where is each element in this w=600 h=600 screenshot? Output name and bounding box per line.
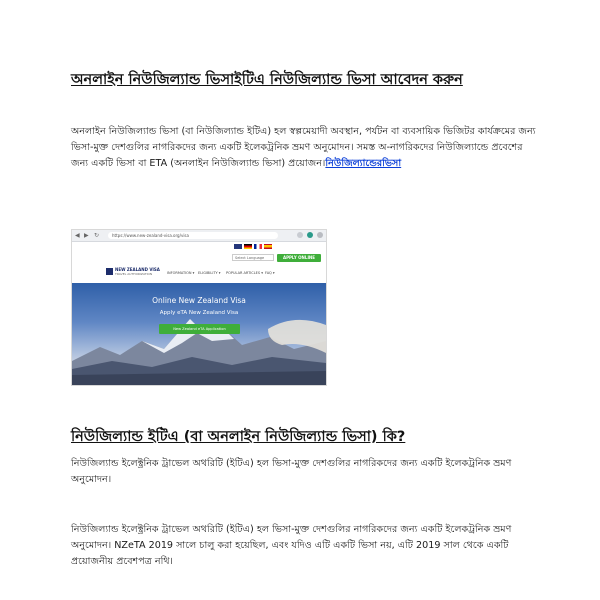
nz-visa-link[interactable]: নিউজিল্যান্ডেরভিসা xyxy=(325,158,402,169)
spain-flag-icon xyxy=(264,244,272,249)
definition-paragraph: নিউজিল্যান্ড ইলেক্ট্রনিক ট্রাভেল অথরিটি (ইটিএ) হল ভিসা-মুক্ত দেশগুলির নাগরিকদের জন্য একটি ইলেকট্রনিক ভ্রমণ অনুমোদন। xyxy=(71,458,512,485)
intro-paragraph xyxy=(71,124,541,172)
language-select: Select Language xyxy=(232,254,274,261)
hero-title: Online New Zealand Visa xyxy=(152,296,246,305)
hero-subtitle: Apply eTA New Zealand Visa xyxy=(159,310,239,316)
menu-item-popular-articles: POPULAR ARTICLES ▾ xyxy=(226,271,263,275)
menu-item-eligibility: ELIGIBILITY ▾ xyxy=(198,271,221,275)
apply-online-button: APPLY ONLINE xyxy=(277,254,321,262)
menu-item-faq: FAQ ▾ xyxy=(265,271,275,275)
logo-title: NEW ZEALAND VISA xyxy=(115,267,160,272)
section-heading: নিউজিল্যান্ড ইটিএ (বা অনলাইন নিউজিল্যান্ড ভিসা) কি? xyxy=(71,429,406,445)
uk-flag-icon xyxy=(234,244,242,249)
forward-icon: ▶ xyxy=(84,232,89,239)
menu-item-information: INFORMATION ▾ xyxy=(167,271,195,275)
nz-logo-icon xyxy=(106,268,113,275)
back-icon: ◀ xyxy=(75,232,80,239)
browser-toolbar xyxy=(72,230,326,242)
france-flag-icon xyxy=(254,244,262,249)
address-bar: https://www.new-zealand-visa.org/visa xyxy=(108,232,278,239)
intro-text: অনলাইন নিউজিল্যান্ড ভিসা (বা নিউজিল্যান্ড ইটিএ) হল স্বল্পমেয়াদী অবস্থান, পর্যটন বা ব্যবসায়িক ভিজিটর কার্যক্রমের জন্য ভিসা-মুক্ত দেশগুলির নাগরিকদের জন্য একটি ইলেকট্রনিক ভ্রমণ অনুমোদন। সমস্ত অ-নাগরিকদের নিউজিল্যান্ডে প্রবেশের জন্য একটি ভিসা বা ETA (অনলাইন নিউজিল্যান্ড ভিসা) প্রয়োজন। xyxy=(71,126,536,169)
details-paragraph: নিউজিল্যান্ড ইলেক্ট্রনিক ট্রাভেল অথরিটি (ইটিএ) হল ভিসা-মুক্ত দেশগুলির নাগরিকদের জন্য একটি ইলেকট্রনিক ভ্রমণ অনুমোদন। NZeTA 2019 সালে চালু করা হয়েছিল, এবং যদিও এটি একটি ভিসা নয়, এটি 2019 সাল থেকে একটি প্রয়োজনীয় প্রবেশপত্র নথি। xyxy=(71,524,512,567)
website-screenshot xyxy=(71,229,327,386)
germany-flag-icon xyxy=(244,244,252,249)
profile-icon xyxy=(307,232,313,238)
main-heading: অনলাইন নিউজিল্যান্ড ভিসাইটিএ নিউজিল্যান্ড ভিসা আবেদন করুন xyxy=(71,72,463,88)
logo-subtitle: TRAVEL AUTHORIZATION xyxy=(115,272,153,276)
hero-banner xyxy=(72,283,326,385)
extension-icon xyxy=(297,232,303,238)
menu-dots-icon xyxy=(317,232,323,238)
reload-icon: ↻ xyxy=(94,232,100,239)
eta-application-button: New Zealand eTA Application xyxy=(159,324,240,334)
